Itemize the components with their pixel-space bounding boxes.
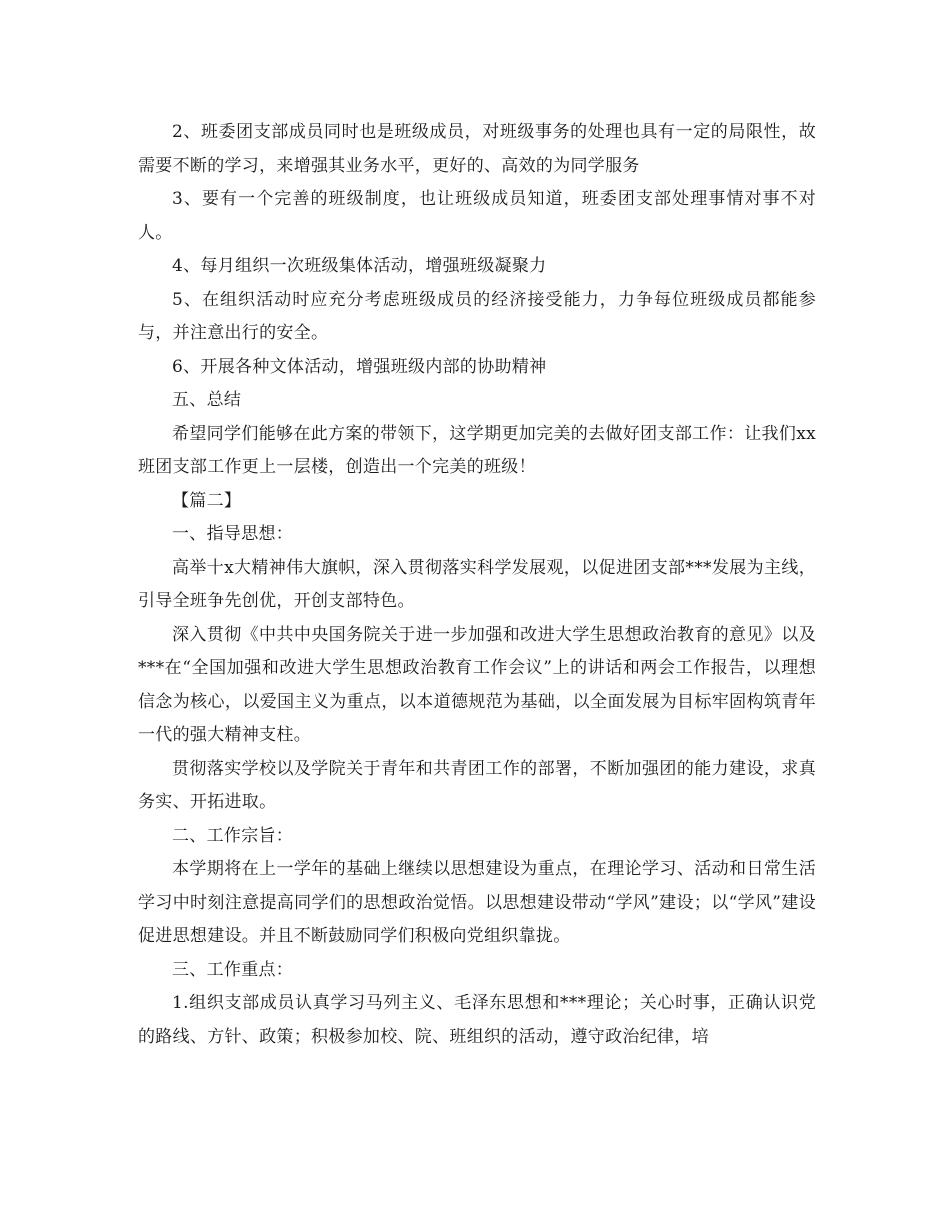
section-heading-summary: 五、总结 [172,390,242,410]
guiding-paragraph-2: 深入贯彻《中共中央国务院关于进一步加强和改进大学生思想政治教育的意见》以及***在“全国加强和改进大学生思想政治教育工作会议”上的讲话和两会工作报告，以理想信念为核心，以爱国主义为重点，以本道德规范为基础，以全面发展为目标牢固构筑青年一代的强大精神支柱。 [138,624,816,745]
document-body [138,116,816,1054]
summary-paragraph: 希望同学们能够在此方案的带领下，这学期更加完美的去做好团支部工作：让我们xx班团支部工作更上一层楼，创造出一个完美的班级！ [138,423,816,477]
part-two-heading: 【篇二】 [172,490,242,511]
paragraph-item-4: 4、每月组织一次班级集体活动，增强班级凝聚力 [172,256,547,276]
paragraph-item-2: 2、班委团支部成员同时也是班级成员，对班级事务的处理也具有一定的局限性，故需要不断的学习，来增强其业务水平，更好的、高效的为同学服务 [138,122,816,176]
paragraph-item-5: 5、在组织活动时应充分考虑班级成员的经济接受能力，力争每位班级成员都能参与，并注意出行的安全。 [138,289,816,343]
section-heading-focus: 三、工作重点： [172,959,294,980]
focus-paragraph-1: 1.组织支部成员认真学习马列主义、毛泽东思想和***理论；关心时事，正确认识党的路线、方针、政策；积极参加校、院、班组织的活动，遵守政治纪律，培 [138,993,816,1047]
paragraph-item-6: 6、开展各种文体活动，增强班级内部的协助精神 [172,356,547,377]
section-heading-guiding-thought: 一、指导思想： [172,524,294,544]
guiding-paragraph-1: 高举十x大精神伟大旗帜，深入贯彻落实科学发展观，以促进团支部***发展为主线，引导全班争先创优，开创支部特色。 [138,557,816,611]
guiding-paragraph-3: 贯彻落实学校以及学院关于青年和共青团工作的部署，不断加强团的能力建设，求真务实、开拓进取。 [138,758,816,812]
paragraph-item-3: 3、要有一个完善的班级制度，也让班级成员知道，班委团支部处理事情对事不对人。 [138,189,816,243]
section-heading-purpose: 二、工作宗旨： [172,825,294,846]
purpose-paragraph: 本学期将在上一学年的基础上继续以思想建设为重点，在理论学习、活动和日常生活学习中时刻注意提高同学们的思想政治觉悟。以思想建设带动“学风”建设；以“学风”建设促进思想建设。并且不断鼓励同学们积极向党组织靠拢。 [138,859,816,946]
